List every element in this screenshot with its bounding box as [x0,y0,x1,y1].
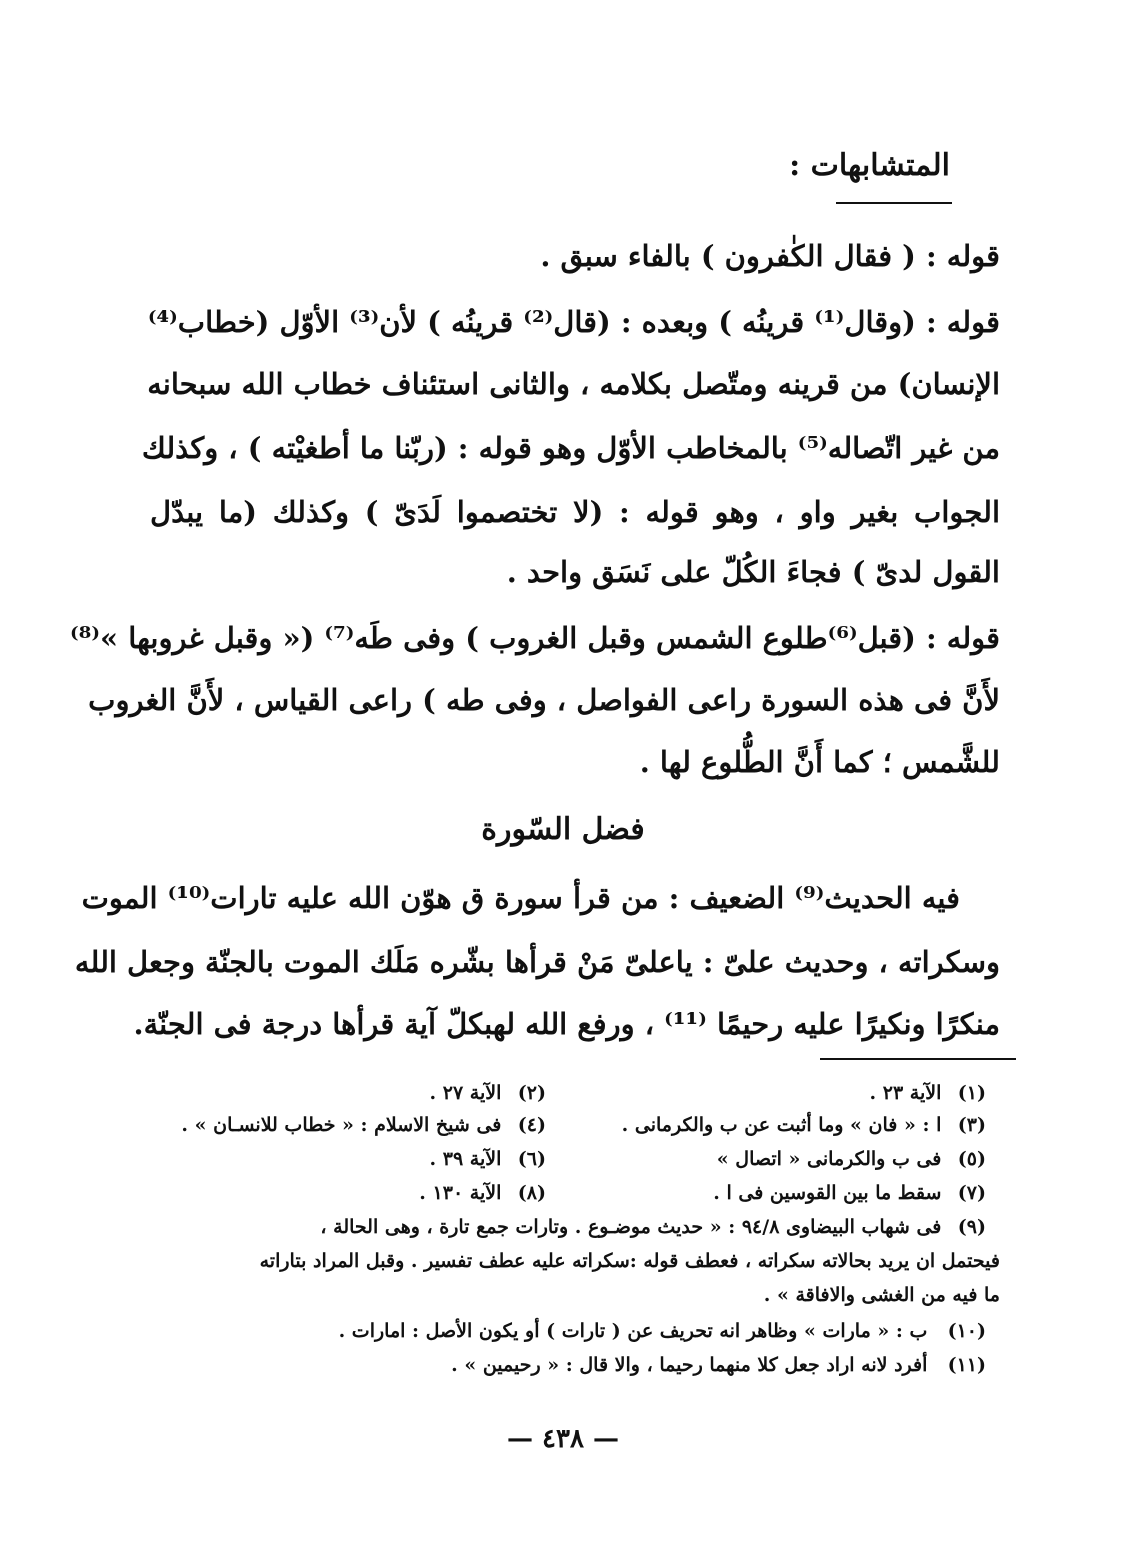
footnote-11 [126,1352,986,1378]
fadl-line: وسكراته ، وحديث علىّ : ياعلىّ مَنْ قرأها بشّره مَلَك الموت بالجنّة وجعل الله [74,945,1000,979]
footnote-text: ا : « فان » وما أثبت عن ب والكرمانى . [621,1114,942,1136]
footnote-text: الآية ١٣٠ . [419,1182,502,1204]
body-line: قوله : (قبل⁽⁶⁾طلوع الشمس وقبل الغروب ) وفى طَه⁽⁷⁾ (« وقبل غروبها »⁽⁸⁾ [70,621,1000,655]
heading-underline [836,202,952,204]
footnote-text: الآية ٢٣ . [869,1082,942,1104]
footnote-4 [116,1112,546,1138]
body-line: من غير اتّصاله⁽⁵⁾ بالمخاطب الأوّل وهو قوله : (ربّنا ما أطغيْته ) ، وكذلك [141,431,1000,465]
footnote-number: (١٠) [947,1320,986,1342]
footnote-text: فى شيخ الاسلام : « خطاب للانسـان » . [181,1114,502,1136]
footnote-number: (٣) [957,1114,986,1136]
footnote-1 [566,1080,986,1106]
footnote-3 [566,1112,986,1138]
footnote-number: (٩) [957,1216,986,1238]
footnote-5 [566,1146,986,1172]
page-number: — ٤٣٨ — [506,1424,620,1454]
footnote-2 [126,1080,546,1106]
body-line: الإنسان) من قرينه ومتّصل بكلامه ، والثانى استئناف خطاب الله سبحانه [147,367,1000,401]
footnote-number: (٢) [517,1082,546,1104]
fadl-line: فيه الحديث⁽⁹⁾ الضعيف : من قرأ سورة ق هوّن الله عليه تارات⁽¹⁰⁾ الموت [81,881,960,915]
footnote-number: (٨) [517,1182,546,1204]
footnote-text: فى شهاب البيضاوى ٩٤/٨ : « حديث موضـوع . وتارات جمع تارة ، وهى الحالة ، [320,1216,942,1238]
body-line: قوله : ( فقال الكٰفرون ) بالفاء سبق . [540,239,1000,273]
section-heading: المتشابهات : [789,148,950,183]
footnote-10 [126,1318,986,1344]
footnote-number: (٧) [957,1182,986,1204]
footnote-number: (٦) [517,1148,546,1170]
body-line: لأَنَّ فى هذه السورة راعى الفواصل ، وفى طه ) راعى القياس ، لأَنَّ الغروب [88,683,1000,717]
body-line: الجواب بغير واو ، وهو قوله : (لا تختصموا لَدَىّ ) وكذلك (ما يبدّل [150,495,1000,529]
footnote-text: سقط ما بين القوسين فى ا . [713,1182,942,1204]
footnote-number: (١) [957,1082,986,1104]
fadl-line: منكرًا ونكيرًا عليه رحيمًا ⁽¹¹⁾ ، ورفع الله لهبكلّ آية قرأها درجة فى الجنّة. [133,1007,1000,1041]
footnote-9-line: فيحتمل ان يريد بحالاته سكراته ، فعطف قوله :سكراته عليه عطف تفسير . وقبل المراد بتاراته [259,1250,1000,1272]
footnote-number: (١١) [947,1354,986,1376]
footnote-number: (٤) [517,1114,546,1136]
footnote-separator [820,1058,1016,1060]
footnote-text: الآية ٣٩ . [429,1148,502,1170]
footnote-text: فى ب والكرمانى « اتصال » [716,1148,942,1170]
body-line: قوله : (وقال⁽¹⁾ قرينُه ) وبعده : (قال⁽²⁾ قرينُه ) لأن⁽³⁾ الأوّل (خطاب⁽⁴⁾ [147,305,1000,339]
sub-heading: فضل السّورة [481,812,645,847]
footnote-number: (٥) [957,1148,986,1170]
footnote-text: أفرد لانه اراد جعل كلا منهما رحيما ، والا قال : « رحيمين » . [451,1354,928,1376]
footnote-6 [126,1146,546,1172]
footnote-text: ب : « مارات » وظاهر انه تحريف عن ( تارات ) أو يكون الأصل : امارات . [338,1320,928,1342]
footnote-9 [126,1214,986,1240]
footnote-text: الآية ٢٧ . [429,1082,502,1104]
footnote-7 [566,1180,986,1206]
body-line: القول لدىّ ) فجاءَ الكُلّ على نَسَق واحد . [506,555,1000,589]
footnote-9-line: ما فيه من الغشى والافاقة » . [763,1284,1000,1306]
body-line: للشَّمس ؛ كما أَنَّ الطُّلوع لها . [639,745,1000,779]
footnote-8 [126,1180,546,1206]
